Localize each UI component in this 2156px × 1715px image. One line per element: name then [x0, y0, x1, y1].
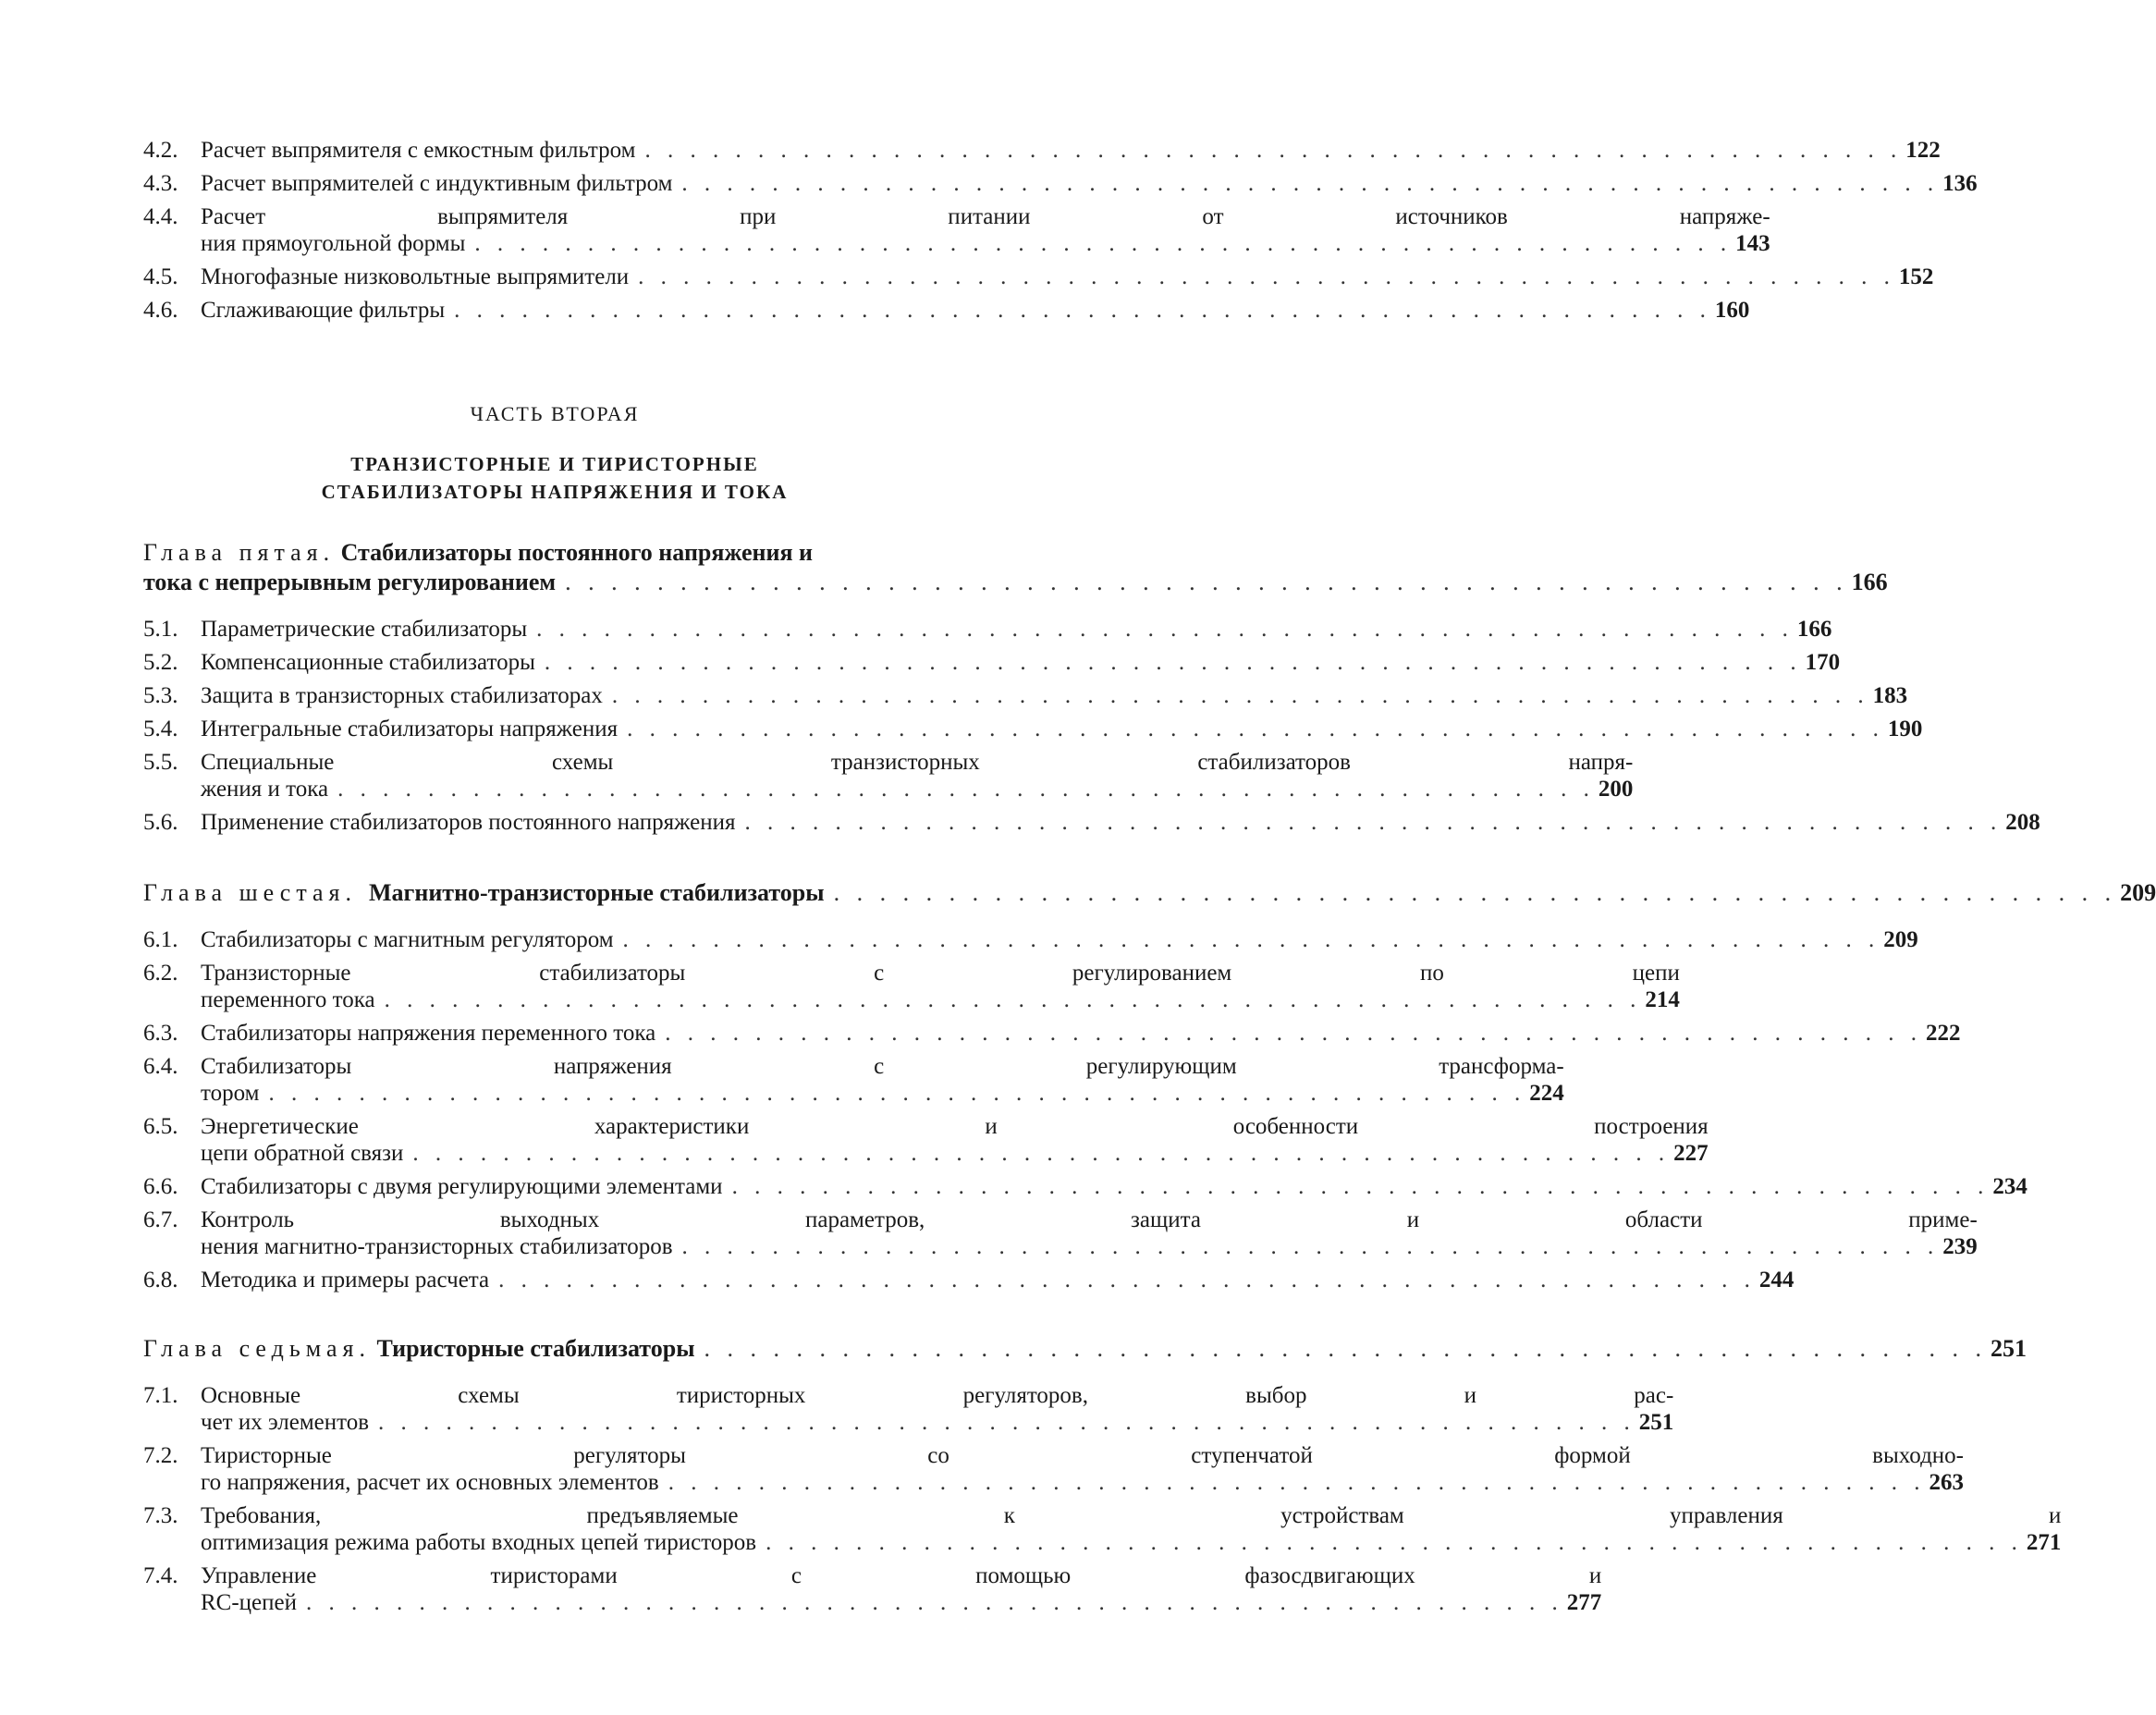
- toc-entry-title: чет их элементов: [201, 1410, 370, 1435]
- toc-entry-title: Контроль выходных параметров, защита и области приме-: [201, 1207, 1978, 1232]
- toc-entry-number: 5.3.: [143, 683, 178, 708]
- toc-entry-page: 136: [1942, 171, 1978, 196]
- toc-entry-number: 5.6.: [143, 810, 178, 835]
- leader-dots: [556, 568, 1848, 597]
- toc-entry-title: Тиристорные регуляторы со ступенчатой формой выходно-: [201, 1443, 1964, 1468]
- toc-entry: [143, 1173, 2027, 1200]
- toc-entry-title: Сглаживающие фильтры: [201, 298, 446, 323]
- toc-entry-number: 4.4.: [143, 204, 178, 229]
- leader-dots: [259, 1080, 1525, 1107]
- leader-dots: [825, 878, 2117, 908]
- toc-entry-number: 6.5.: [143, 1114, 178, 1139]
- toc-entry-number: 6.4.: [143, 1054, 178, 1079]
- toc-entry-title: оптимизация режима работы входных цепей тиристоров: [201, 1530, 757, 1555]
- toc-entry-number: 5.1.: [143, 617, 178, 642]
- chapter-7-items: [143, 1382, 2062, 1616]
- toc-entry-title: Применение стабилизаторов постоянного напряжения: [201, 810, 736, 835]
- chapter-5: [143, 538, 2040, 842]
- toc-entry-page: 263: [1929, 1470, 1964, 1495]
- leader-dots: [695, 1334, 1988, 1364]
- toc-entry-page: 170: [1805, 650, 1841, 675]
- toc-entry-title: переменного тока: [201, 987, 375, 1012]
- toc-entry-title: Специальные схемы транзисторных стабилизаторов напря-: [201, 750, 1634, 775]
- toc-section-chapter4: [143, 137, 1978, 330]
- toc-entry-title: Расчет выпрямителя при питании от источников напряже-: [201, 204, 1770, 229]
- toc-entry-number: 6.2.: [143, 961, 178, 986]
- toc-entry: [143, 1442, 1964, 1496]
- toc-entry: [143, 809, 2040, 836]
- toc-entry-title: жения и тока: [201, 777, 329, 802]
- toc-entry-title: Защита в транзисторных стабилизаторах: [201, 683, 603, 708]
- toc-entry-number: 6.1.: [143, 927, 178, 952]
- toc-entry-number: 4.3.: [143, 171, 178, 196]
- toc-entry-number: 6.6.: [143, 1174, 178, 1199]
- toc-entry-page: 183: [1872, 683, 1908, 708]
- chapter-6-heading: [143, 878, 2156, 908]
- leader-dots: [535, 649, 1802, 676]
- toc-entry-number: 6.7.: [143, 1207, 178, 1232]
- toc-entry-number: 5.4.: [143, 717, 178, 741]
- toc-entry-title: Основные схемы тиристорных регуляторов, выбор и рас-: [201, 1383, 1674, 1408]
- toc-entry-title: RC-цепей: [201, 1590, 298, 1615]
- toc-entry-number: 7.3.: [143, 1503, 178, 1528]
- leader-dots: [614, 926, 1880, 953]
- chapter-6-items: [143, 926, 2027, 1293]
- toc-entry-page: 209: [1883, 927, 1918, 952]
- toc-entry-number: 7.4.: [143, 1563, 178, 1588]
- toc-entry-page: 271: [2026, 1530, 2062, 1555]
- leader-dots: [369, 1409, 1635, 1436]
- leader-dots: [655, 1020, 1922, 1047]
- toc-entry-title: Многофазные низковольтные выпрямители: [201, 264, 630, 289]
- toc-entry-page: 251: [1638, 1410, 1674, 1435]
- toc-entry-title: нения магнитно-транзисторных стабилизаторов: [201, 1234, 673, 1259]
- toc-entry-page: 160: [1714, 298, 1750, 323]
- toc-entry-page: 227: [1673, 1141, 1709, 1166]
- toc-entry-title: го напряжения, расчет их основных элементов: [201, 1470, 659, 1495]
- leader-dots: [375, 986, 1642, 1013]
- toc-entry-page: 234: [1992, 1174, 2027, 1199]
- toc-entry: [143, 1267, 1795, 1293]
- leader-dots: [489, 1267, 1756, 1293]
- toc-entry-page: 224: [1529, 1081, 1564, 1106]
- toc-entry-page: 190: [1887, 717, 1923, 741]
- leader-dots: [465, 230, 1732, 257]
- toc-entry-page: 143: [1735, 231, 1770, 256]
- toc-entry-title: Интегральные стабилизаторы напряжения: [201, 717, 619, 741]
- toc-entry-number: 4.5.: [143, 264, 178, 289]
- toc-entry-number: 4.2.: [143, 138, 178, 163]
- toc-entry-number: 4.6.: [143, 298, 178, 323]
- chapter-6-title: Магнитно-транзисторные стабилизаторы: [369, 879, 825, 906]
- toc-entry-title: Методика и примеры расчета: [201, 1268, 490, 1292]
- toc-entry: [143, 1382, 1674, 1436]
- toc-entry: [143, 716, 1923, 742]
- toc-entry-page: 239: [1942, 1234, 1978, 1259]
- toc-entry-title: тором: [201, 1081, 260, 1106]
- toc-entry: [143, 137, 1941, 164]
- chapter-5-page: 166: [1851, 569, 1888, 595]
- toc-entry: [143, 960, 1680, 1013]
- toc-entry-page: 214: [1645, 987, 1680, 1012]
- toc-entry-page: 208: [2005, 810, 2040, 835]
- toc-entry-title: цепи обратной связи: [201, 1141, 404, 1166]
- toc-entry-page: 222: [1926, 1021, 1961, 1046]
- toc-entry-title: Стабилизаторы с магнитным регулятором: [201, 927, 614, 952]
- toc-entry: [143, 1113, 1709, 1167]
- toc-entry: [143, 749, 1634, 802]
- chapter-7-title: Тиристорные стабилизаторы: [376, 1335, 695, 1362]
- leader-dots: [735, 809, 2002, 836]
- chapter-6-prefix: Глава шестая.: [143, 879, 357, 906]
- toc-entry-title: Стабилизаторы напряжения переменного тока: [201, 1021, 656, 1046]
- toc-entry: [143, 263, 1934, 290]
- toc-entry: [143, 297, 1750, 324]
- toc-entry: [143, 682, 1908, 709]
- chapter-7: [143, 1334, 2062, 1623]
- toc-entry-title: ния прямоугольной формы: [201, 231, 466, 256]
- chapter-6: [143, 878, 2156, 1300]
- leader-dots: [635, 137, 1902, 164]
- toc-entry-title: Управление тиристорами с помощью фазосдвигающих и: [201, 1563, 1602, 1588]
- leader-dots: [618, 716, 1884, 742]
- toc-entry-number: 5.2.: [143, 650, 178, 675]
- chapter-5-prefix: Глава пятая.: [143, 539, 336, 566]
- chapter-6-page: 209: [2120, 879, 2156, 906]
- toc-entry: [143, 1562, 1602, 1616]
- toc-entry-page: 122: [1905, 138, 1941, 163]
- toc-entry-page: 166: [1796, 617, 1832, 642]
- toc-entry-title: Расчет выпрямителя с емкостным фильтром: [201, 138, 636, 163]
- toc-entry-title: Требования, предъявляемые к устройствам управления и: [201, 1503, 2062, 1528]
- leader-dots: [673, 1233, 1940, 1260]
- part-label: ЧАСТЬ ВТОРАЯ: [470, 402, 640, 425]
- leader-dots: [723, 1173, 1990, 1200]
- leader-dots: [629, 263, 1895, 290]
- toc-entry-title: Параметрические стабилизаторы: [201, 617, 528, 642]
- toc-entry: [143, 1207, 1978, 1260]
- part-title-line-1: ТРАНЗИСТОРНЫЕ И ТИРИСТОРНЫЕ: [350, 453, 759, 475]
- leader-dots: [603, 682, 1869, 709]
- toc-entry: [143, 1020, 1961, 1047]
- toc-entry-number: 5.5.: [143, 750, 178, 775]
- leader-dots: [445, 297, 1711, 324]
- chapter-7-heading: [143, 1334, 2027, 1364]
- chapter-5-heading: [143, 538, 1888, 597]
- leader-dots: [756, 1529, 2023, 1556]
- leader-dots: [527, 616, 1794, 643]
- toc-entry: [143, 203, 1770, 257]
- toc-entry-title: Компенсационные стабилизаторы: [201, 650, 535, 675]
- toc-entry-page: 244: [1758, 1268, 1795, 1292]
- leader-dots: [403, 1140, 1670, 1167]
- leader-dots: [672, 170, 1939, 197]
- toc-entry-number: 6.3.: [143, 1021, 178, 1046]
- toc-entry-title: Расчет выпрямителей с индуктивным фильтром: [201, 171, 673, 196]
- toc-entry: [143, 170, 1978, 197]
- toc-entry-number: 6.8.: [143, 1268, 178, 1292]
- leader-dots: [297, 1589, 1563, 1616]
- toc-entry: [143, 1502, 2062, 1556]
- part-title-line-2: СТАБИЛИЗАТОРЫ НАПРЯЖЕНИЯ И ТОКА: [321, 481, 789, 503]
- leader-dots: [328, 776, 1595, 802]
- toc-entry-title: Стабилизаторы напряжения с регулирующим трансформа-: [201, 1054, 1564, 1079]
- toc-entry-title: Стабилизаторы с двумя регулирующими элементами: [201, 1174, 723, 1199]
- chapter-5-title-2: тока с непрерывным регулированием: [143, 569, 557, 595]
- toc-entry-title: Транзисторные стабилизаторы с регулированием по цепи: [201, 961, 1680, 986]
- part-title: [0, 450, 1109, 506]
- toc-entry-number: 7.2.: [143, 1443, 178, 1468]
- toc-entry: [143, 926, 1918, 953]
- leader-dots: [659, 1469, 1926, 1496]
- toc-entry: [143, 649, 1841, 676]
- toc-entry-number: 7.1.: [143, 1383, 178, 1408]
- chapter-7-prefix: Глава седьмая.: [143, 1335, 371, 1362]
- chapter-5-title-1: Стабилизаторы постоянного напряжения и: [340, 539, 814, 566]
- toc-entry: [143, 616, 1832, 643]
- toc-entry-title: Энергетические характеристики и особенности построения: [201, 1114, 1709, 1139]
- toc-entry-page: 277: [1566, 1590, 1602, 1615]
- chapter-5-items: [143, 616, 2040, 836]
- toc-entry-page: 152: [1898, 264, 1934, 289]
- toc-entry-page: 200: [1598, 777, 1634, 802]
- chapter-7-page: 251: [1991, 1335, 2027, 1362]
- toc-entry: [143, 1053, 1564, 1107]
